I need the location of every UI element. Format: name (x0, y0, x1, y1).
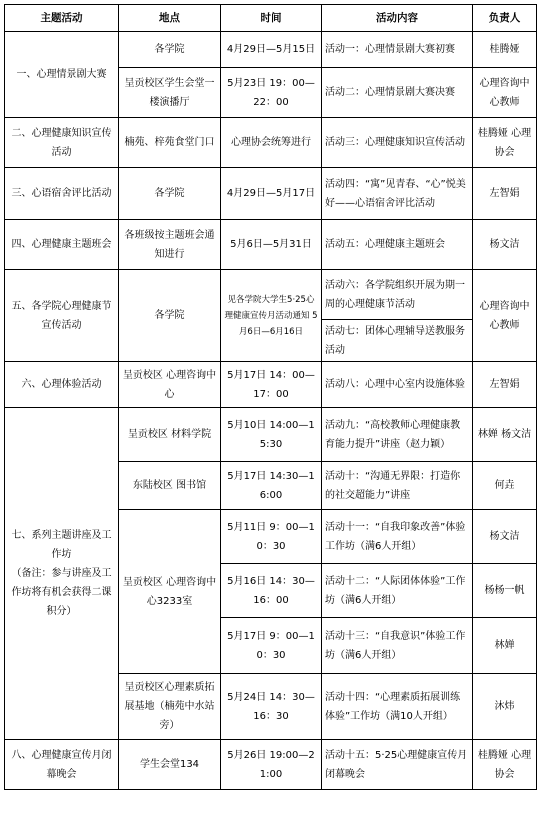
content-cell: 活动二：心理情景剧大赛决赛 (322, 68, 473, 118)
time-cell: 4月29日—5月15日 (221, 32, 322, 68)
place-cell: 呈贡校区学生会堂一楼演播厅 (119, 68, 221, 118)
place-cell: 呈贡校区心理素质拓展基地（楠苑中水站旁） (119, 674, 221, 740)
time-cell: 5月17日 14:30—16:00 (221, 462, 322, 510)
theme-cell (5, 408, 119, 740)
place-cell: 楠苑、梓苑食堂门口 (119, 118, 221, 168)
time-cell: 5月26日 19:00—21:00 (221, 740, 322, 790)
time-cell: 5月23日 19：00—22：00 (221, 68, 322, 118)
owner-cell: 桂腾娅 心理协会 (473, 740, 537, 790)
time-cell: 4月29日—5月17日 (221, 168, 322, 220)
header-time: 时间 (221, 5, 322, 32)
owner-cell: 桂腾娅 心理协会 (473, 118, 537, 168)
place-cell: 呈贡校区 心理咨询中心 (119, 362, 221, 408)
content-cell: 活动九：“高校教师心理健康教育能力提升”讲座（赵力颖） (322, 408, 473, 462)
table-row (5, 32, 537, 68)
time-cell: 见各学院大学生5·25心理健康宣传月活动通知 5月6日—6月16日 (221, 270, 322, 362)
theme-cell: 八、心理健康宣传月闭幕晚会 (5, 740, 119, 790)
table-row (5, 408, 537, 462)
time-cell: 5月16日 14：30—16：00 (221, 564, 322, 618)
owner-cell: 杨杨一帆 (473, 564, 537, 618)
table-row (5, 168, 537, 220)
content-cell: 活动五：心理健康主题班会 (322, 220, 473, 270)
theme-cell: 五、各学院心理健康节宣传活动 (5, 270, 119, 362)
owner-cell: 心理咨询中心教师 (473, 270, 537, 362)
place-cell: 各学院 (119, 32, 221, 68)
content-cell: 活动十三：“自我意识”体验工作坊（满6人开组） (322, 618, 473, 674)
time-cell: 5月10日 14:00—15:30 (221, 408, 322, 462)
content-cell: 活动十一：“自我印象改善”体验工作坊（满6人开组） (322, 510, 473, 564)
time-cell: 5月17日 14：00—17：00 (221, 362, 322, 408)
content-cell: 活动三：心理健康知识宣传活动 (322, 118, 473, 168)
place-cell: 各学院 (119, 270, 221, 362)
time-cell: 5月17日 9：00—10：30 (221, 618, 322, 674)
theme-cell: 四、心理健康主题班会 (5, 220, 119, 270)
time-cell: 心理协会统筹进行 (221, 118, 322, 168)
place-cell: 学生会堂134 (119, 740, 221, 790)
content-cell: 活动八：心理中心室内设施体验 (322, 362, 473, 408)
time-cell: 5月11日 9：00—10：30 (221, 510, 322, 564)
owner-cell: 林婵 杨文洁 (473, 408, 537, 462)
theme-cell: 六、心理体验活动 (5, 362, 119, 408)
table-row (5, 118, 537, 168)
content-cell: 活动十五：5·25心理健康宣传月闭幕晚会 (322, 740, 473, 790)
place-cell: 各班级按主题班会通知进行 (119, 220, 221, 270)
content-cell: 活动四：“寓”见青春、“心”悦美好——心语宿舍评比活动 (322, 168, 473, 220)
header-theme: 主题活动 (5, 5, 119, 32)
header-content: 活动内容 (322, 5, 473, 32)
owner-cell: 林婵 (473, 618, 537, 674)
owner-cell: 左智娟 (473, 168, 537, 220)
owner-cell: 杨文洁 (473, 220, 537, 270)
owner-cell: 沐炜 (473, 674, 537, 740)
table-row (5, 362, 537, 408)
time-cell: 5月24日 14：30—16：30 (221, 674, 322, 740)
place-cell: 呈贡校区 心理咨询中心3233室 (119, 510, 221, 674)
owner-cell: 何垚 (473, 462, 537, 510)
table-row (5, 270, 537, 320)
owner-cell: 心理咨询中心教师 (473, 68, 537, 118)
owner-cell: 杨文洁 (473, 510, 537, 564)
header-place: 地点 (119, 5, 221, 32)
time-cell: 5月6日—5月31日 (221, 220, 322, 270)
content-cell: 活动一：心理情景剧大赛初赛 (322, 32, 473, 68)
content-cell: 活动六：各学院组织开展为期一周的心理健康节活动 (322, 270, 473, 320)
place-cell: 东陆校区 图书馆 (119, 462, 221, 510)
header-owner: 负责人 (473, 5, 537, 32)
table-row (5, 740, 537, 790)
content-cell: 活动十四：“心理素质拓展训练体验”工作坊（满10人开组） (322, 674, 473, 740)
content-cell: 活动七：团体心理辅导送教服务活动 (322, 320, 473, 362)
header-row (5, 5, 537, 32)
theme-note: （备注：参与讲座及工作坊将有机会获得二课积分） (11, 568, 112, 617)
owner-cell: 桂腾娅 (473, 32, 537, 68)
theme-cell: 二、心理健康知识宣传活动 (5, 118, 119, 168)
theme-title: 七、系列主题讲座及工作坊 (11, 530, 112, 560)
theme-cell: 一、心理情景剧大赛 (5, 32, 119, 118)
place-cell: 呈贡校区 材料学院 (119, 408, 221, 462)
activity-schedule-table (4, 4, 537, 790)
content-cell: 活动十：“沟通无界限：打造你的社交超能力”讲座 (322, 462, 473, 510)
content-cell: 活动十二：“人际团体体验”工作坊（满6人开组） (322, 564, 473, 618)
table-row (5, 220, 537, 270)
place-cell: 各学院 (119, 168, 221, 220)
theme-cell: 三、心语宿舍评比活动 (5, 168, 119, 220)
owner-cell: 左智娟 (473, 362, 537, 408)
